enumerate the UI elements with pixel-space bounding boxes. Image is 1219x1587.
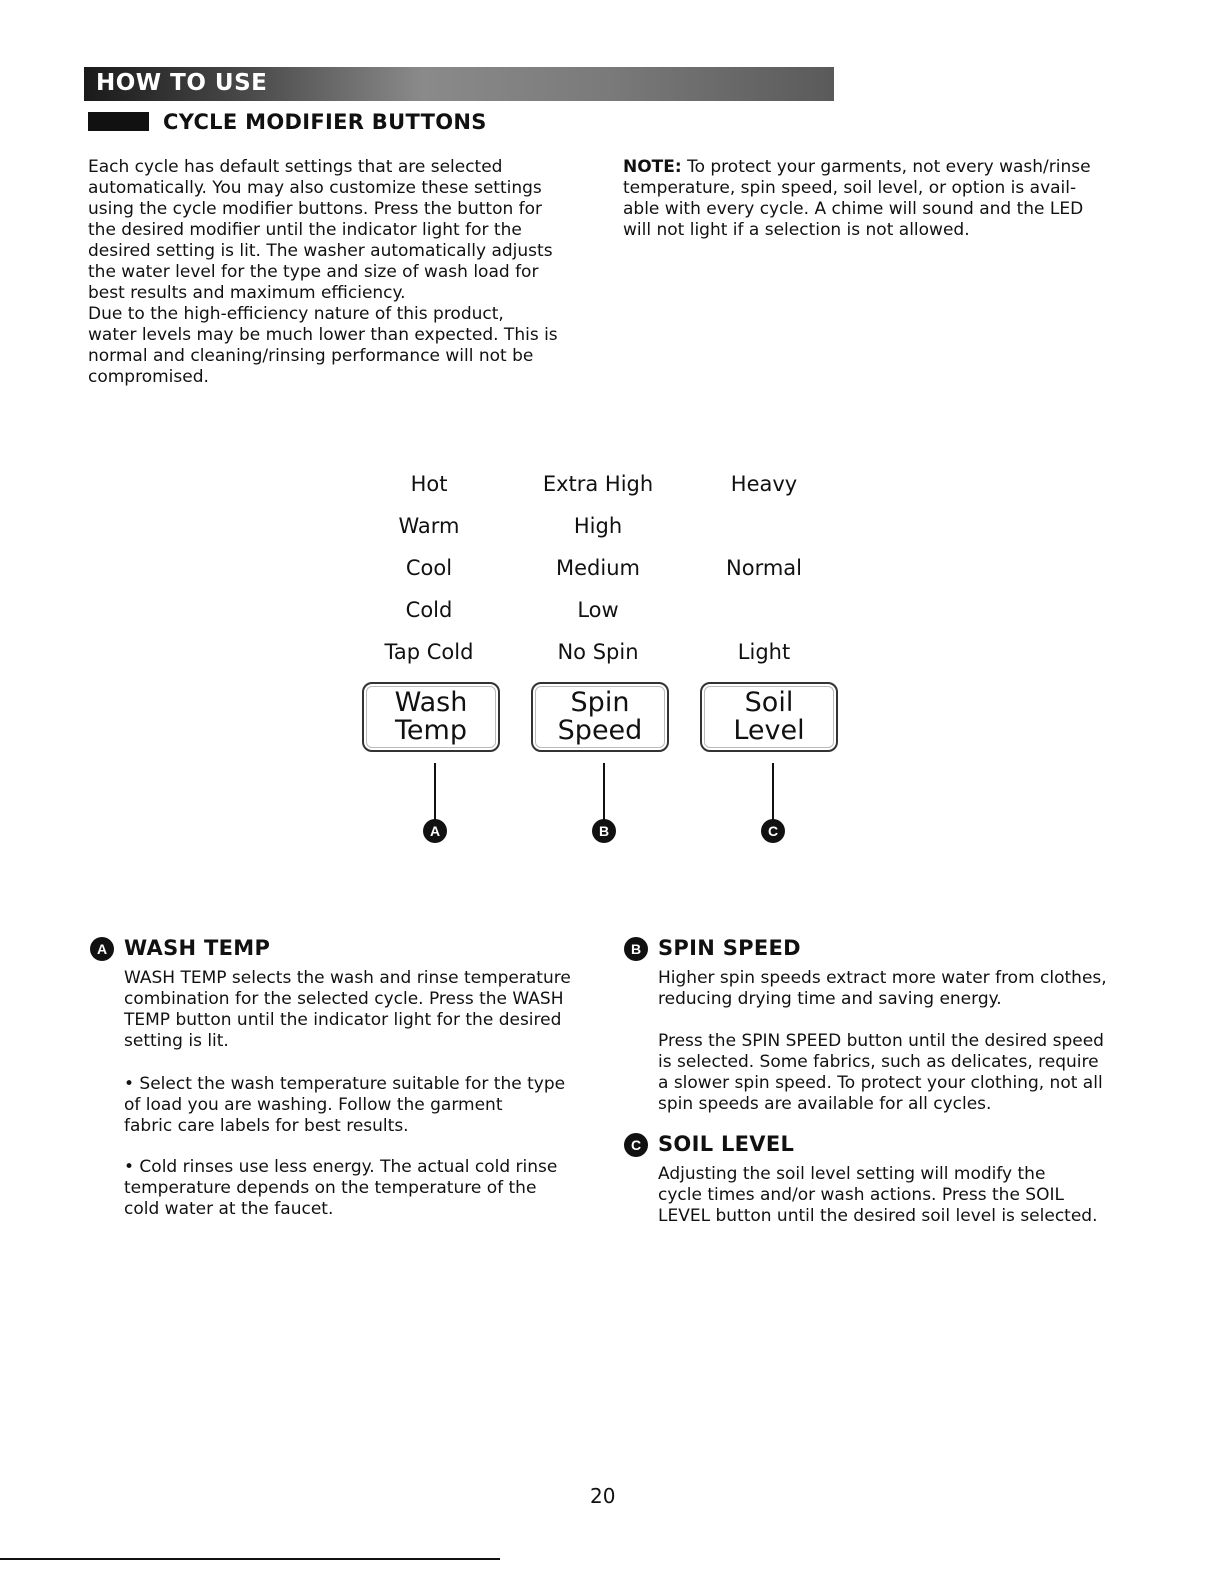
soil-level-option: Heavy: [730, 472, 798, 496]
soil-level-option: Light: [737, 640, 791, 664]
wash-temp-option: Cold: [405, 598, 453, 622]
wash-temp-heading: WASH TEMP: [124, 936, 271, 960]
section-title: CYCLE MODIFIER BUTTONS: [163, 110, 487, 134]
soil-level-button-line2: Level: [733, 715, 805, 746]
page-number: 20: [590, 1484, 616, 1508]
wash-temp-option: Cool: [405, 556, 453, 580]
spin-speed-body-1: Higher spin speeds extract more water from clothes, reducing drying time and saving energy.: [658, 968, 1107, 1009]
spin-speed-heading: SPIN SPEED: [658, 936, 801, 960]
wash-temp-bullet-1: • Select the wash temperature suitable for the type of load you are washing. Follow the garment fabric care labels for best results.: [124, 1074, 566, 1136]
marker-a-icon: A: [423, 819, 447, 843]
wash-temp-body: WASH TEMP selects the wash and rinse temperature combination for the selected cycle. Press the WASH TEMP button until the indicator light for the desired setting is lit.: [124, 968, 571, 1051]
soil-level-button[interactable]: [700, 682, 838, 752]
wash-temp-option: Hot: [410, 472, 448, 496]
wash-temp-button[interactable]: [362, 682, 500, 752]
wash-temp-bullet-2: • Cold rinses use less energy. The actual cold rinse temperature depends on the temperature of the cold water at the faucet.: [124, 1157, 558, 1219]
spin-speed-button[interactable]: [531, 682, 669, 752]
spin-speed-option: Extra High: [542, 472, 654, 496]
section-marker-block: [88, 112, 149, 131]
soil-level-button-line1: Soil: [744, 687, 794, 718]
spin-speed-button-line2: Speed: [557, 715, 643, 746]
section-a-marker-icon: A: [90, 937, 114, 961]
soil-level-body: Adjusting the soil level setting will modify the cycle times and/or wash actions. Press the SOIL LEVEL button until the desired soil level is selected.: [658, 1164, 1098, 1226]
spin-speed-option: No Spin: [557, 640, 639, 664]
note-text: To protect your garments, not every wash/rinse temperature, spin speed, soil level, or option is avail- able with every cycle. A chime will sound and the LED will not light if a selection is not allowed.: [623, 157, 1091, 240]
leader-line-b: [603, 763, 605, 823]
spin-speed-option: High: [573, 514, 623, 538]
section-b-marker-icon: B: [624, 937, 648, 961]
marker-b-icon: B: [592, 819, 616, 843]
soil-level-option: Normal: [726, 556, 802, 580]
footer-rule: [0, 1558, 500, 1560]
spin-speed-button-line1: Spin: [570, 687, 630, 718]
section-c-marker-icon: C: [624, 1133, 648, 1157]
spin-speed-body-2: Press the SPIN SPEED button until the desired speed is selected. Some fabrics, such as delicates, require a slower spin speed. To protect your clothing, not all spin speeds are available for all cycles.: [658, 1031, 1104, 1114]
wash-temp-option: Warm: [398, 514, 460, 538]
spin-speed-option: Low: [577, 598, 619, 622]
wash-temp-button-line2: Temp: [395, 715, 467, 746]
note-paragraph: [623, 157, 1123, 241]
wash-temp-option: Tap Cold: [384, 640, 474, 664]
wash-temp-button-line1: Wash: [394, 687, 468, 718]
intro-paragraph: Each cycle has default settings that are selected automatically. You may also customize these settings using the cycle modifier buttons. Press the button for the desired modifier until the indicator light for the desired setting is lit. The washer automatically adjusts the water level for the type and size of wash load for best results and maximum efficiency. Due to the high-efficiency nature of this product, water levels may be much lower than expected. This is normal and cleaning/rinsing performance will not be compromised.: [88, 157, 558, 387]
marker-c-icon: C: [761, 819, 785, 843]
note-label: NOTE:: [623, 157, 682, 177]
spin-speed-option: Medium: [556, 556, 640, 580]
leader-line-c: [772, 763, 774, 823]
soil-level-heading: SOIL LEVEL: [658, 1132, 795, 1156]
header-band-label: HOW TO USE: [96, 70, 268, 96]
leader-line-a: [434, 763, 436, 823]
